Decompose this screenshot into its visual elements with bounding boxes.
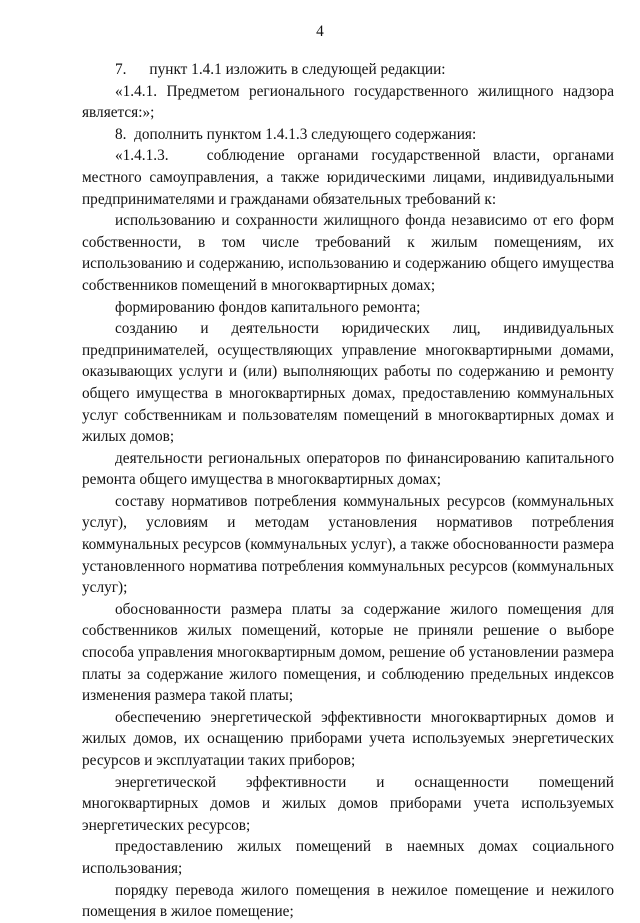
page-number: 4 bbox=[316, 23, 324, 40]
paragraph-payment-validity: обоснованности размера платы за содержание жилого помещения для собственников жилых помещений, которые не приняли решение о выборе способа управления многоквартирным домом, решение об установлении размера платы за содержание жилого помещения, и соблюдению предельных индексов изменения размера такой платы; bbox=[82, 600, 614, 705]
paragraph-consumption-norms: составу нормативов потребления коммунальных ресурсов (коммунальных услуг), условиям и методам установления нормативов потребления коммунальных ресурсов (коммунальных услуг), а также обоснованности размера установленного норматива потребления коммунальных ресурсов (коммунальных услуг); bbox=[82, 492, 614, 597]
paragraph-quote-1-4-1-3: «1.4.1.3. соблюдение органами государственной власти, органами местного самоуправления, а также юридическими лицами, индивидуальными предпринимателями и гражданами обязательных требований к: bbox=[82, 147, 614, 208]
paragraph-capital-repair-funds: формированию фондов капитального ремонта; bbox=[115, 298, 421, 316]
paragraph-item-7: 7. пункт 1.4.1 изложить в следующей редакции: bbox=[115, 61, 446, 78]
paragraph-quote-1-4-1: «1.4.1. Предметом регионального государственного жилищного надзора является:»; bbox=[82, 82, 614, 122]
paragraph-legal-entities: созданию и деятельности юридических лиц, индивидуальных предпринимателей, осуществляющих управление многоквартирными домами, оказывающих услуги и (или) выполняющих работы по содержанию и ремонту общего имущества в многоквартирных домах, предоставлению коммунальных услуг собственникам и пользователям помещений в многоквартирных домах и жилых домов; bbox=[82, 320, 614, 446]
paragraph-item-8: 8. дополнить пунктом 1.4.1.3 следующего содержания: bbox=[115, 125, 477, 143]
paragraph-energy-efficiency-buildings: обеспечению энергетической эффективности многоквартирных домов и жилых домов, их оснащению приборами учета используемых энергетических ресурсов и эксплуатации таких приборов; bbox=[82, 708, 614, 769]
paragraph-energy-efficiency-premises: энергетической эффективности и оснащенности помещений многоквартирных домов и жилых домов приборами учета используемых энергетических ресурсов; bbox=[82, 773, 614, 834]
paragraph-regional-operators: деятельности региональных операторов по финансированию капитального ремонта общего имущества в многоквартирных домах; bbox=[82, 449, 614, 489]
document-body bbox=[82, 59, 614, 923]
paragraph-housing-fund-use: использованию и сохранности жилищного фонда независимо от его форм собственности, в том числе требований к жилым помещениям, их использованию и содержанию, использованию и содержанию общего имущества собственников помещений в многоквартирных домах; bbox=[82, 212, 614, 294]
paragraph-social-rental: предоставлению жилых помещений в наемных домах социального использования; bbox=[82, 838, 614, 877]
paragraph-premises-conversion: порядку перевода жилого помещения в нежилое помещение и нежилого помещения в жилое помещение; bbox=[82, 881, 614, 921]
